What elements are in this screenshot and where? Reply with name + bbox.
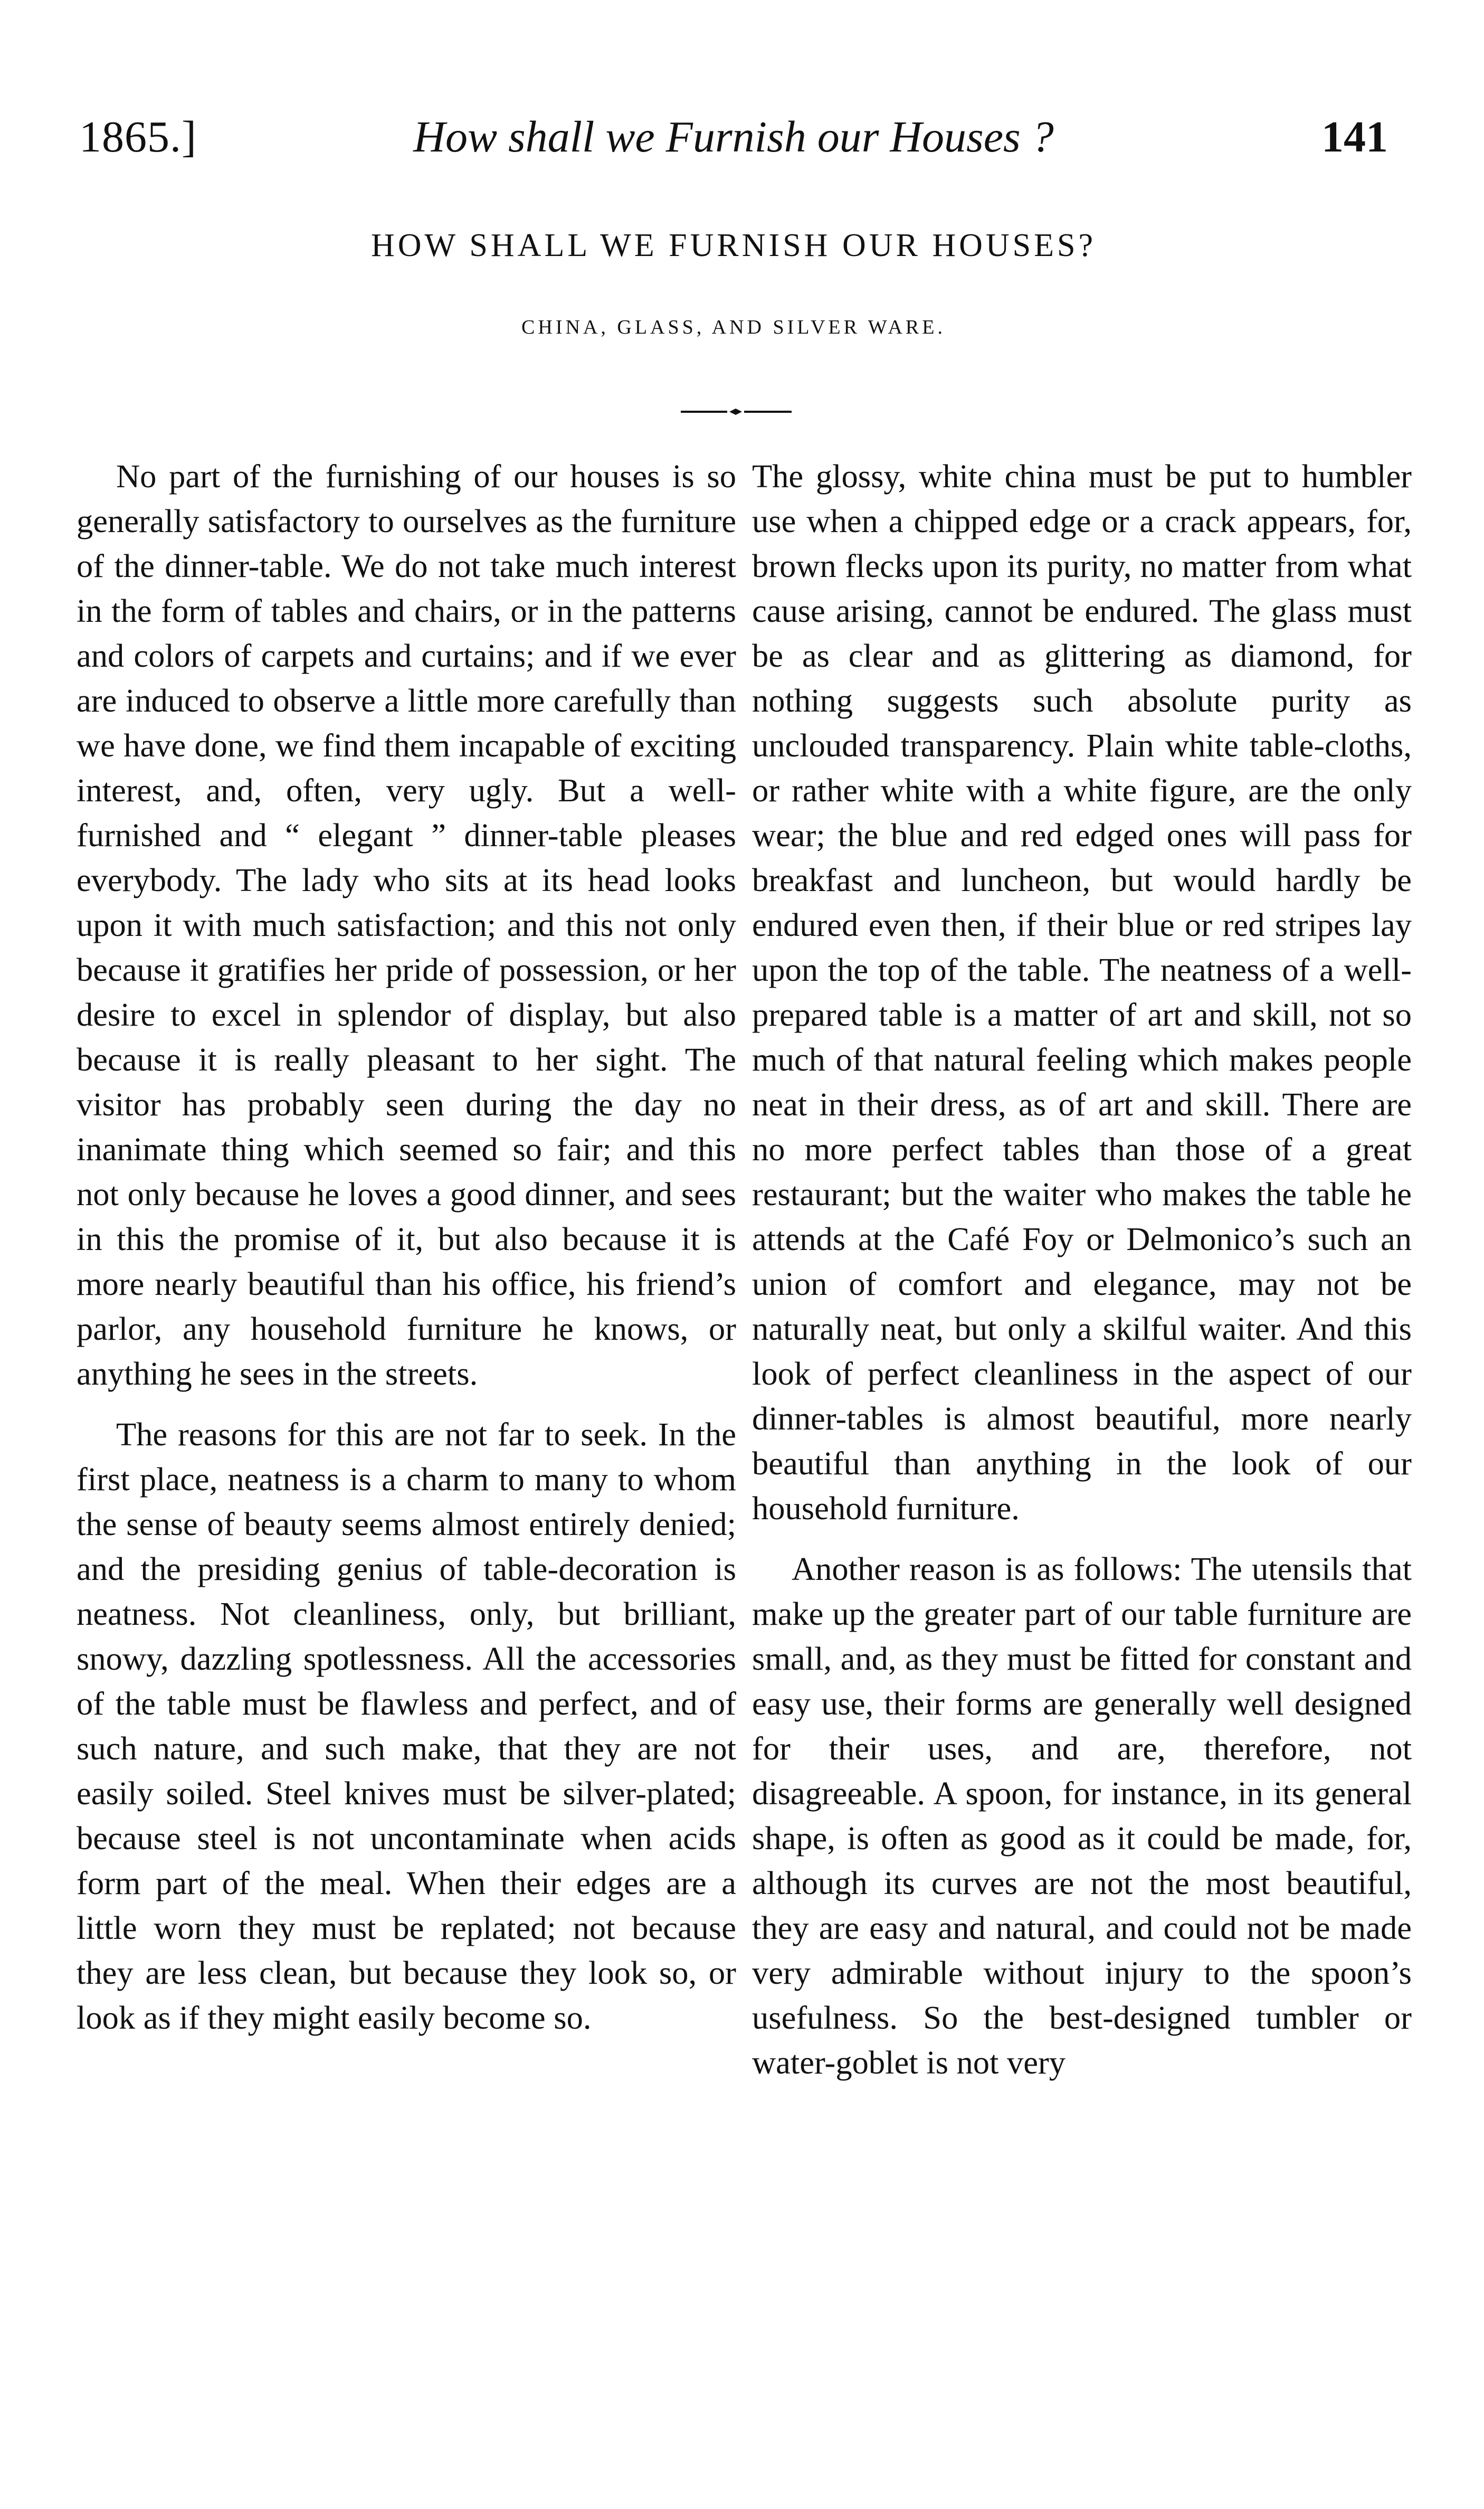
paragraph: The glossy, white china must be put to humbler use when a chipped edge or a crack appears, for, brown flecks upon its purity, no matter from what cause arising, cannot be endured. The glass must be as clear and as glittering as diamond, for nothing suggests such absolute purity as unclouded transparency. Plain white table-cloths, or rather white with a white figure, are the only wear; the blue and red edged ones will pass for breakfast and luncheon, but would hardly be endured even then, if their blue or red stripes lay upon the top of the table. The neatness of a well-prepared table is a matter of art and skill, not so much of that natural feeling which makes people neat in their dress, as of art and skill. There are no more perfect tables than those of a great restaurant; but the waiter who makes the table he attends at the Café Foy or Delmonico’s such an union of comfort and elegance, may not be naturally neat, but only a skilful waiter. And this look of perfect cleanliness in the aspect of our dinner-tables is almost beautiful, more nearly beautiful than anything in the look of our household furniture. xyxy=(752,458,1412,1527)
paragraph: The reasons for this are not far to seek. In the first place, neatness is a charm to many to whom the sense of beauty seems almost entirely denied; and the presiding genius of table-decoration is neatness. Not cleanliness, only, but brilliant, snowy, dazzling spotlessness. All the accessories of the table must be flawless and perfect, and of such nature, and such make, that they are not easily soiled. Steel knives must be silver-plated; because steel is not uncontaminate when acids form part of the meal. When their edges are a little worn they must be replated; not because they are less clean, but because they look so, or look as if they might easily become so. xyxy=(77,1416,736,2036)
right-column xyxy=(752,454,1412,2085)
ornament-rule xyxy=(681,408,792,416)
paragraph: No part of the furnishing of our houses is so generally satisfactory to ourselves as the furniture of the dinner-table. We do not take much interest in the form of tables and chairs, or in the patterns and colors of carpets and curtains; and if we ever are induced to observe a little more carefully than we have done, we find them incapable of exciting interest, and, often, very ugly. But a well-furnished and “ elegant ” dinner-table pleases everybody. The lady who sits at its head looks upon it with much satisfaction; and this not only because it gratifies her pride of possession, or her desire to excel in splendor of display, but also because it is really pleasant to her sight. The visitor has probably seen during the day no inanimate thing which seemed so fair; and this not only because he loves a good dinner, and sees in this the promise of it, but also because it is more nearly beautiful than his office, his friend’s parlor, any household furniture he knows, or anything he sees in the streets. xyxy=(77,458,736,1392)
article-subtitle: CHINA, GLASS, AND SILVER WARE. xyxy=(521,316,946,338)
article-title: HOW SHALL WE FURNISH OUR HOUSES? xyxy=(370,228,1097,263)
left-column xyxy=(77,454,736,2040)
page-number: 141 xyxy=(1321,112,1388,162)
running-head-title: How shall we Furnish our Houses ? xyxy=(413,112,1054,162)
paragraph: Another reason is as follows: The utensils that make up the greater part of our table furniture are small, and, as they must be fitted for constant and easy use, their forms are generally well designed for their uses, and are, therefore, not disagreeable. A spoon, for instance, in its general shape, is often as good as it could be made, for, although its curves are not the most beautiful, they are easy and natural, and could not be made very admirable without injury to the spoon’s usefulness. So the best-designed tumbler or water-goblet is not very xyxy=(752,1550,1412,2081)
running-head xyxy=(79,100,1388,174)
running-head-year: 1865.] xyxy=(79,112,197,162)
